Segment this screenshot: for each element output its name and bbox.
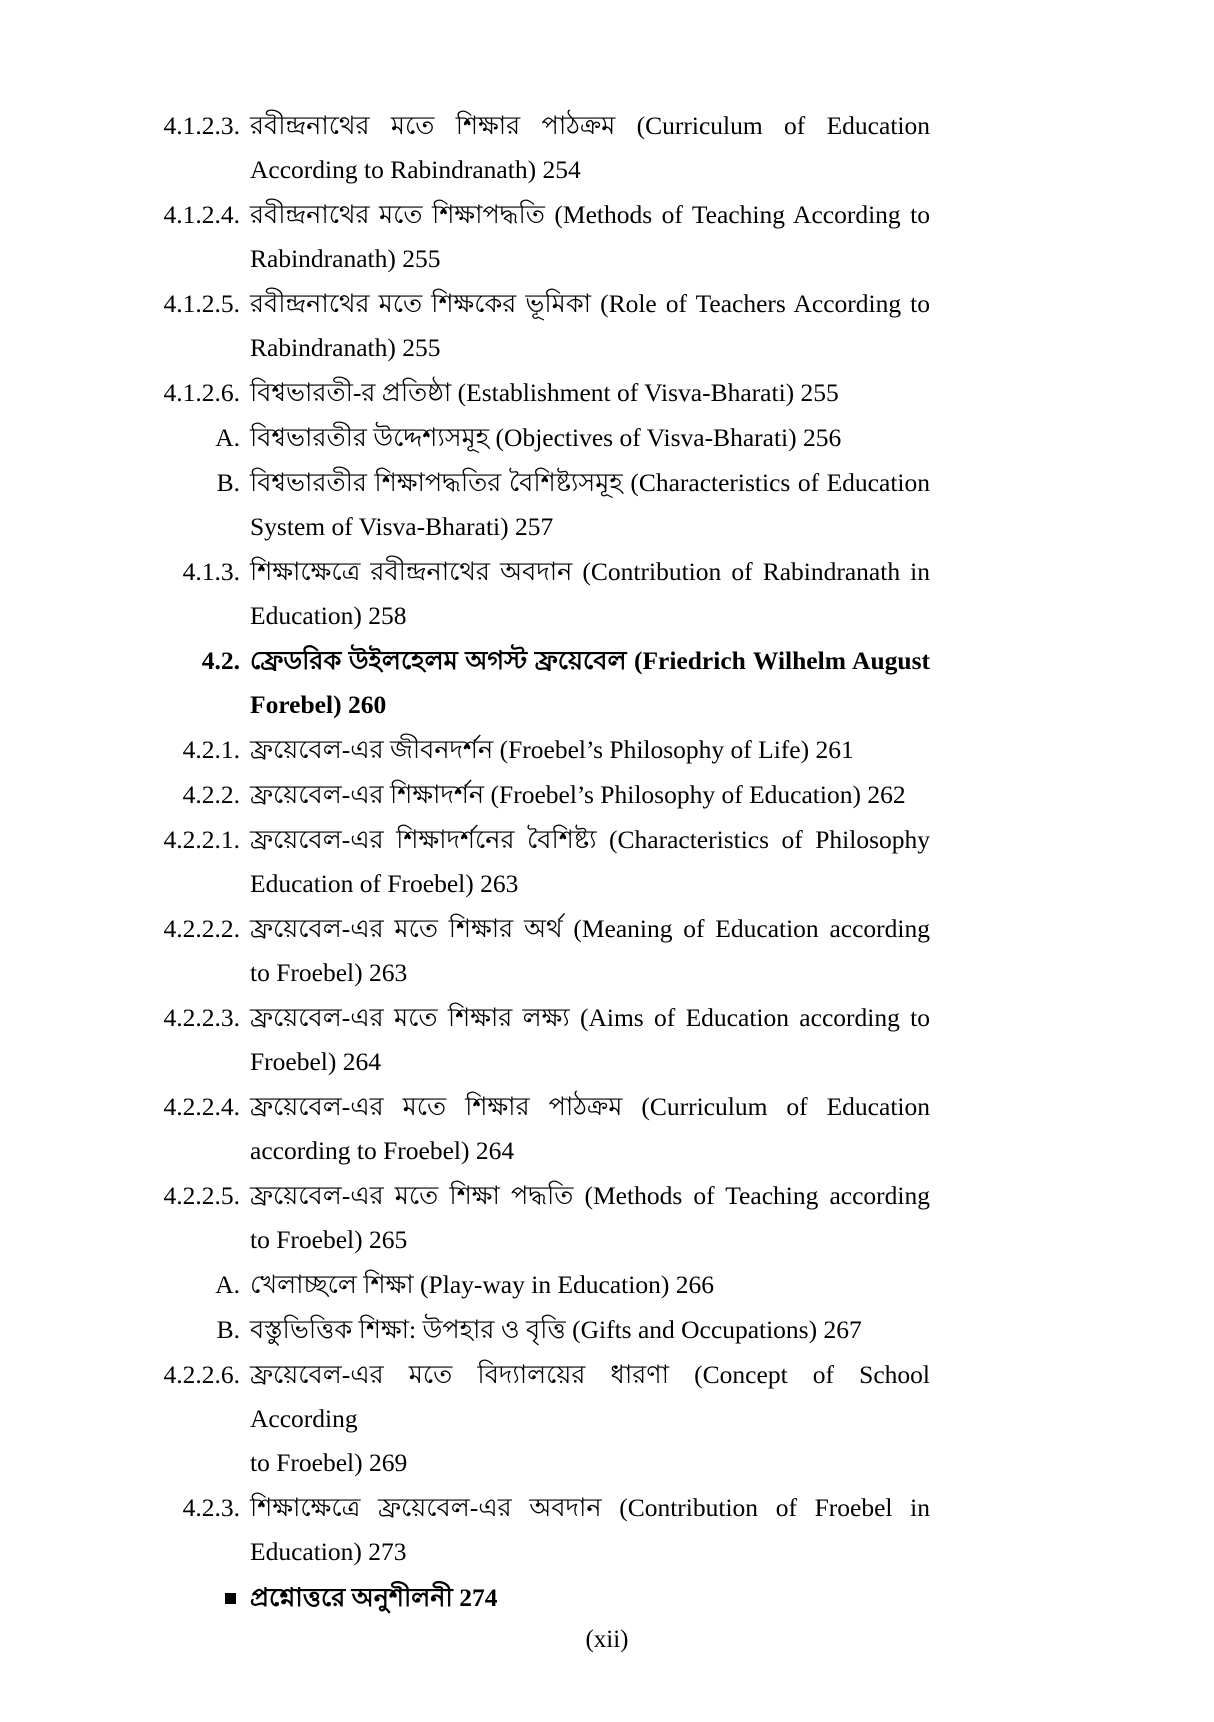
toc-entry-text [250,773,930,817]
toc-entry[interactable] [150,104,930,192]
toc-entry-number: 4.2. [201,646,240,675]
page-footer [0,1625,1214,1655]
footer-page-number: (xii) [585,1626,629,1653]
toc-entry-number: 4.1.2.6. [163,378,240,407]
toc-entry-number: 4.2.2.4. [163,1092,240,1121]
toc-entry-number: 4.1.3. [182,557,240,586]
toc-entry-line: according to Froebel) 264 [250,1136,515,1165]
toc-entry-line: Forebel) 260 [250,690,387,719]
square-bullet-glyph [225,1593,236,1604]
toc-entry-number: 4.2.2. [182,780,240,809]
toc-entry-number: A. [215,1270,240,1299]
toc-entry-line: to Froebel) 263 [250,958,408,987]
toc-entry-number: A. [215,423,240,452]
toc-entry-line: ফ্রয়েবেল-এর শিক্ষাদর্শন (Froebel’s Philosophy of Education) 262 [250,780,906,809]
toc-entry-text [250,1353,930,1485]
toc-entry-line: খেলাচ্ছলে শিক্ষা (Play-way in Education) 266 [250,1270,714,1299]
toc-entry-text [250,1174,930,1262]
toc-entry[interactable] [150,773,930,817]
toc-bullet-entry[interactable] [150,1576,930,1620]
toc-entry-line: ফ্রয়েবেল-এর মতে শিক্ষার অর্থ (Meaning of Education according [250,914,930,943]
toc-entry[interactable] [150,282,930,370]
toc-entry-line: শিক্ষাক্ষেত্রে রবীন্দ্রনাথের অবদান (Contribution of Rabindranath in [250,557,930,586]
toc-entry-line: According to Rabindranath) 254 [250,155,581,184]
toc-entry-text [250,818,930,906]
toc-entry[interactable] [150,1353,930,1485]
toc-entry[interactable] [150,818,930,906]
toc-entry[interactable] [150,550,930,638]
toc-entry-text [250,416,930,460]
toc-entry[interactable] [150,371,930,415]
square-bullet-icon [150,1576,250,1620]
toc-entry-line: ফ্রয়েবেল-এর মতে শিক্ষার পাঠক্রম (Curriculum of Education [250,1092,930,1121]
toc-entry-line: System of Visva-Bharati) 257 [250,512,554,541]
toc-entry-text [250,1085,930,1173]
toc-entry-line: বিশ্বভারতীর উদ্দেশ্যসমূহ (Objectives of Visva-Bharati) 256 [250,423,842,452]
toc-entry-line: ফ্রয়েবেল-এর মতে শিক্ষা পদ্ধতি (Methods of Teaching according [250,1181,930,1210]
toc-entry[interactable] [150,193,930,281]
toc-entry-line: Education of Froebel) 263 [250,869,519,898]
toc-entry[interactable] [150,1486,930,1574]
toc-entry-number: B. [216,468,240,497]
toc-entry-text [250,996,930,1084]
toc-entry[interactable] [150,1263,930,1307]
toc-entry-number: 4.2.2.6. [163,1360,240,1389]
toc-entry-text [250,907,930,995]
toc-entry[interactable] [150,907,930,995]
toc-entry[interactable] [150,728,930,772]
toc-entry-line: বিশ্বভারতীর শিক্ষাপদ্ধতির বৈশিষ্ট্যসমূহ (Characteristics of Education [250,468,930,497]
toc-entry-line: বস্তুভিত্তিক শিক্ষা: উপহার ও বৃত্তি (Gifts and Occupations) 267 [250,1315,862,1344]
toc-entry-line: ফ্রয়েবেল-এর মতে বিদ্যালয়ের ধারণা (Concept of School According [250,1360,930,1433]
toc-entry[interactable] [150,1308,930,1352]
toc-entry-number: 4.2.2.3. [163,1003,240,1032]
toc-entry-text [250,371,930,415]
toc-entry-number: 4.1.2.4. [163,200,240,229]
toc-entry-number: 4.2.3. [182,1493,240,1522]
toc-entry-line: Education) 273 [250,1537,407,1566]
toc-entry-number: 4.2.2.2. [163,914,240,943]
toc-entry-line: to Froebel) 265 [250,1225,408,1254]
toc-entry[interactable] [150,1174,930,1262]
toc-entry-number: 4.2.2.1. [163,825,240,854]
toc-entry-line: রবীন্দ্রনাথের মতে শিক্ষার পাঠক্রম (Curriculum of Education [250,111,930,140]
toc-entry-text [250,461,930,549]
toc-entry-line: শিক্ষাক্ষেত্রে ফ্রয়েবেল-এর অবদান (Contribution of Froebel in [250,1493,930,1522]
toc-entry-line: Rabindranath) 255 [250,244,441,273]
toc-entry-line: ফ্রয়েবেল-এর শিক্ষাদর্শনের বৈশিষ্ট্য (Characteristics of Philosophy [250,825,930,854]
toc-entry-line: to Froebel) 269 [250,1448,408,1477]
toc-entry-text [250,550,930,638]
toc-entry-line: Rabindranath) 255 [250,333,441,362]
toc-entry[interactable] [150,416,930,460]
toc-entry-line: ফ্রেডরিক উইলহেলম অগস্ট ফ্রয়েবেল (Friedrich Wilhelm August [250,646,930,675]
toc-entry-line: বিশ্বভারতী-র প্রতিষ্ঠা (Establishment of Visva-Bharati) 255 [250,378,839,407]
toc-entry-text [250,639,930,727]
toc-entry-line: রবীন্দ্রনাথের মতে শিক্ষকের ভূমিকা (Role of Teachers According to [250,289,930,318]
toc-entry[interactable] [150,996,930,1084]
toc-entry-text [250,1486,930,1574]
toc-entry-line: Education) 258 [250,601,407,630]
toc-entry-line: ফ্রয়েবেল-এর মতে শিক্ষার লক্ষ্য (Aims of Education according to [250,1003,930,1032]
toc-entry-number: B. [216,1315,240,1344]
toc-entry[interactable] [150,461,930,549]
toc-entry-number: 4.2.2.5. [163,1181,240,1210]
toc-bullet-text: প্রশ্নোত্তরে অনুশীলনী 274 [250,1583,498,1612]
toc-entry[interactable] [150,639,930,727]
table-of-contents-list [150,104,930,1620]
toc-entry-text [250,1308,930,1352]
toc-entry-number: 4.1.2.5. [163,289,240,318]
toc-entry-line: রবীন্দ্রনাথের মতে শিক্ষাপদ্ধতি (Methods of Teaching According to [250,200,930,229]
toc-entry-text [250,1263,930,1307]
toc-entry-line: Froebel) 264 [250,1047,382,1076]
toc-entry[interactable] [150,1085,930,1173]
toc-entry-number: 4.1.2.3. [163,111,240,140]
toc-entry-text [250,193,930,281]
toc-entry-text [250,728,930,772]
toc-entry-text [250,104,930,192]
toc-entry-number: 4.2.1. [182,735,240,764]
toc-entry-text [250,282,930,370]
toc-entry-line: ফ্রয়েবেল-এর জীবনদর্শন (Froebel’s Philosophy of Life) 261 [250,735,854,764]
